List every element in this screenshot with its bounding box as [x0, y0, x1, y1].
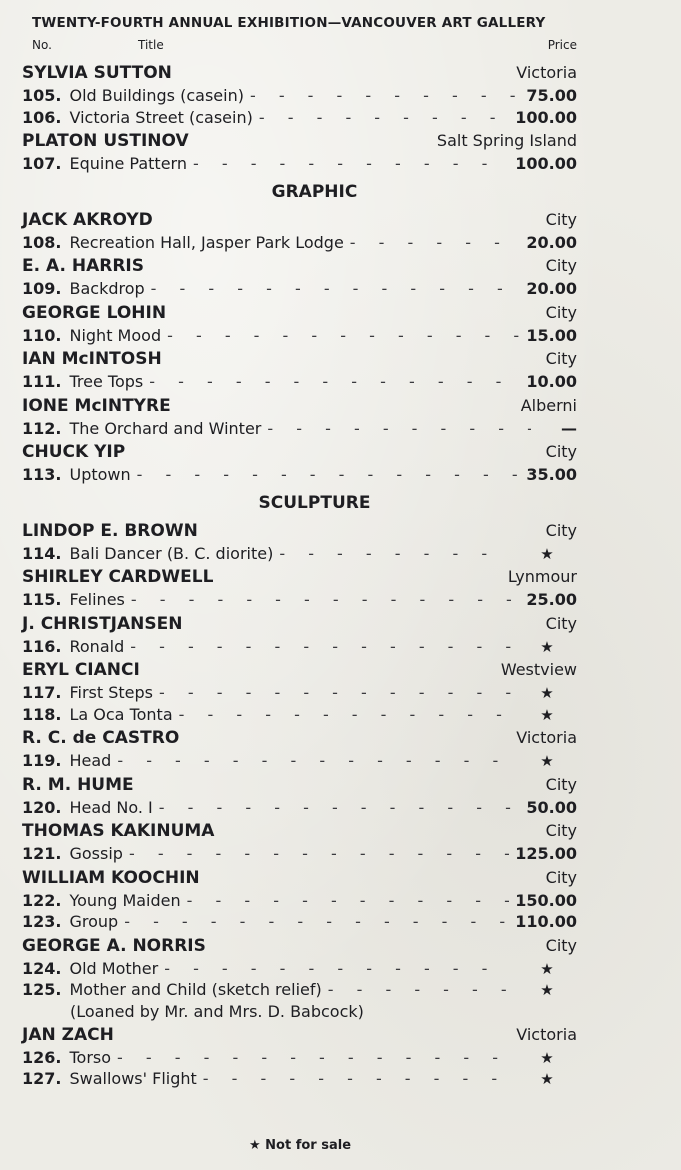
artist-row	[22, 1022, 577, 1047]
artist-name: LINDOP E. BROWN	[22, 520, 198, 541]
artist-row	[22, 346, 577, 371]
work-price: 50.00	[526, 797, 577, 817]
artist-location: Westview	[500, 660, 577, 679]
work-row	[22, 890, 577, 912]
not-for-sale-star-icon: ★	[540, 637, 554, 656]
artist-row	[22, 518, 577, 543]
work-number: 125.	[22, 980, 62, 999]
artist-location: City	[545, 302, 577, 322]
work-row	[22, 589, 577, 611]
dot-leader	[259, 107, 509, 129]
artist-name: WILLIAM KOOCHIN	[22, 867, 200, 888]
work-title: Bali Dancer (B. C. diorite)	[69, 543, 274, 563]
work-number: 116.	[22, 636, 62, 656]
work-number: 120.	[22, 797, 62, 817]
artist-name: ERYL CIANCI	[22, 660, 140, 680]
work-price: 100.00	[515, 107, 577, 127]
artist-location: Victoria	[516, 1024, 577, 1044]
artist-name: SHIRLEY CARDWELL	[22, 567, 214, 587]
work-number: 124.	[22, 958, 62, 978]
artist-entry	[22, 1022, 577, 1090]
artist-location: City	[545, 520, 577, 540]
artist-entry	[22, 611, 577, 658]
dot-leader	[279, 543, 511, 565]
work-row	[22, 464, 577, 486]
artist-entry	[22, 393, 577, 440]
work-price: 25.00	[526, 590, 577, 609]
dot-leader	[130, 636, 511, 658]
work-title: Ronald	[69, 636, 125, 656]
artist-entry	[22, 865, 577, 933]
not-for-sale-star-icon: ★	[540, 544, 554, 563]
dot-leader	[179, 704, 511, 726]
work-number: 118.	[22, 704, 62, 724]
dot-leader	[124, 911, 509, 933]
work-row	[22, 979, 577, 1001]
dot-leader	[350, 232, 521, 254]
catalogue-listing	[22, 60, 577, 1090]
dot-leader	[187, 890, 510, 912]
artist-entry	[22, 818, 577, 865]
artist-row	[22, 772, 577, 797]
dot-leader	[117, 750, 511, 772]
not-for-sale-star-icon: ★	[540, 1048, 554, 1067]
artist-row	[22, 818, 577, 843]
artist-location: Salt Spring Island	[436, 131, 577, 150]
artist-entry	[22, 207, 577, 254]
work-number: 119.	[22, 751, 62, 770]
work-number: 117.	[22, 683, 62, 702]
artist-location: City	[545, 209, 577, 229]
artist-entry	[22, 564, 577, 611]
artist-location: City	[545, 821, 577, 840]
work-number: 127.	[22, 1069, 62, 1088]
footnote: ★ Not for sale	[248, 1138, 352, 1153]
dot-leader	[167, 325, 520, 347]
artist-location: City	[545, 442, 577, 461]
artist-row	[22, 300, 577, 325]
artist-location: Alberni	[520, 395, 577, 415]
artist-row	[22, 253, 577, 278]
artist-name: CHUCK YIP	[22, 442, 126, 462]
work-row	[22, 958, 577, 980]
work-number: 110.	[22, 325, 62, 345]
column-title: Title	[138, 38, 164, 52]
dot-leader	[117, 1047, 511, 1069]
not-for-sale-star-icon: ★	[540, 705, 554, 724]
work-row	[22, 418, 577, 440]
artist-location: Lynmour	[507, 567, 577, 586]
artist-location: City	[545, 349, 577, 368]
artist-entry	[22, 60, 577, 128]
work-title: The Orchard and Winter	[69, 418, 262, 438]
section-heading: SCULPTURE	[258, 492, 371, 513]
artist-name: JACK AKROYD	[22, 209, 153, 230]
dot-leader	[159, 682, 511, 704]
artist-entry	[22, 725, 577, 772]
artist-name: THOMAS KAKINUMA	[22, 821, 215, 841]
artist-name: JAN ZACH	[22, 1024, 114, 1045]
artist-entry	[22, 772, 577, 819]
artist-row	[22, 725, 577, 750]
work-title: Torso	[69, 1047, 112, 1067]
artist-name: J. CHRISTJANSEN	[22, 613, 183, 634]
work-number: 111.	[22, 372, 62, 391]
not-for-sale-star-icon: ★	[540, 752, 554, 770]
work-row	[22, 843, 577, 865]
artist-entry	[22, 128, 577, 175]
work-row	[22, 750, 577, 772]
work-title: Head No. I	[69, 797, 153, 817]
work-row	[22, 911, 577, 933]
work-title: Young Maiden	[69, 890, 181, 910]
not-for-sale-star-icon: ★	[540, 981, 554, 999]
artist-row	[22, 393, 577, 418]
work-title: Mother and Child (sketch relief)	[69, 980, 322, 999]
artist-row	[22, 657, 577, 682]
work-number: 105.	[22, 86, 62, 105]
work-price: 100.00	[515, 154, 577, 173]
work-row	[22, 107, 577, 129]
artist-entry	[22, 933, 577, 1022]
work-number: 126.	[22, 1047, 62, 1067]
work-number: 109.	[22, 279, 62, 298]
work-title: Equine Pattern	[69, 154, 187, 173]
dot-leader	[149, 371, 520, 393]
work-note: (Loaned by Mr. and Mrs. D. Babcock)	[70, 1001, 364, 1021]
artist-location: City	[545, 256, 577, 275]
work-row	[22, 797, 577, 819]
not-for-sale-star-icon: ★	[540, 959, 554, 978]
artist-location: Victoria	[516, 728, 577, 747]
column-headers	[22, 38, 577, 60]
artist-location: City	[545, 867, 577, 887]
work-row	[22, 636, 577, 658]
work-title: Recreation Hall, Jasper Park Lodge	[69, 232, 344, 252]
artist-name: IAN McINTOSH	[22, 349, 162, 369]
work-title: Backdrop	[69, 279, 145, 298]
work-price: 125.00	[515, 844, 577, 863]
work-number: 107.	[22, 154, 62, 173]
artist-row	[22, 933, 577, 958]
artist-location: City	[545, 613, 577, 633]
artist-name: R. M. HUME	[22, 774, 134, 795]
artist-location: Victoria	[516, 63, 577, 82]
work-row	[22, 153, 577, 175]
work-row	[22, 325, 577, 347]
artist-name: PLATON USTINOV	[22, 131, 189, 151]
work-title: Old Buildings (casein)	[69, 86, 244, 105]
dot-leader	[193, 153, 509, 175]
work-number: 106.	[22, 107, 62, 127]
work-title: First Steps	[69, 683, 154, 702]
work-price: 75.00	[526, 86, 577, 105]
work-price: 20.00	[526, 232, 577, 252]
work-price: 150.00	[515, 890, 577, 910]
artist-row	[22, 439, 577, 464]
work-title: Tree Tops	[69, 372, 144, 391]
dot-leader	[164, 958, 511, 980]
artist-name: R. C. de CASTRO	[22, 728, 180, 748]
work-price: 10.00	[526, 372, 577, 391]
work-title: Group	[69, 912, 119, 931]
work-number: 114.	[22, 543, 62, 563]
work-row	[22, 543, 577, 565]
work-title: Felines	[69, 590, 125, 609]
work-price: —	[561, 418, 577, 438]
work-number: 112.	[22, 418, 62, 438]
artist-entry	[22, 346, 577, 393]
work-row	[22, 1047, 577, 1069]
work-title: Victoria Street (casein)	[69, 107, 253, 127]
dot-leader	[203, 1068, 511, 1090]
work-title: Head	[69, 751, 112, 770]
not-for-sale-star-icon: ★	[540, 1070, 554, 1088]
column-no: No.	[32, 38, 52, 52]
artist-location: City	[545, 774, 577, 794]
work-number: 122.	[22, 890, 62, 910]
work-number: 121.	[22, 844, 62, 863]
artist-name: E. A. HARRIS	[22, 256, 144, 276]
work-title: Gossip	[69, 844, 123, 863]
dot-leader	[159, 797, 521, 819]
not-for-sale-star-icon: ★	[540, 684, 554, 702]
artist-entry	[22, 518, 577, 565]
section-heading: GRAPHIC	[271, 181, 358, 202]
artist-entry	[22, 657, 577, 725]
work-price: 35.00	[526, 465, 577, 484]
dot-leader	[137, 464, 521, 486]
dot-leader	[151, 278, 521, 300]
work-price: 20.00	[526, 279, 577, 298]
work-row	[22, 1068, 577, 1090]
column-price: Price	[547, 38, 577, 52]
work-row	[22, 232, 577, 254]
work-title: Night Mood	[69, 325, 162, 345]
artist-location: City	[545, 935, 577, 955]
work-title: La Oca Tonta	[69, 704, 173, 724]
artist-row	[22, 564, 577, 589]
work-row	[22, 85, 577, 107]
work-number: 113.	[22, 465, 62, 484]
work-row	[22, 704, 577, 726]
artist-row	[22, 207, 577, 232]
dot-leader	[131, 589, 521, 611]
artist-name: GEORGE LOHIN	[22, 302, 167, 323]
artist-row	[22, 60, 577, 85]
artist-name: GEORGE A. NORRIS	[22, 935, 206, 956]
artist-entry	[22, 300, 577, 347]
work-title: Uptown	[69, 465, 131, 484]
work-price: 110.00	[515, 912, 577, 931]
work-price: 15.00	[526, 325, 577, 345]
work-title: Old Mother	[69, 958, 159, 978]
artist-name: IONE McINTYRE	[22, 395, 171, 416]
artist-entry	[22, 439, 577, 486]
artist-row	[22, 128, 577, 153]
work-title: Swallows' Flight	[69, 1069, 197, 1088]
artist-entry	[22, 253, 577, 300]
artist-name: SYLVIA SUTTON	[22, 63, 172, 83]
work-number: 108.	[22, 232, 62, 252]
dot-leader	[328, 979, 511, 1001]
artist-row	[22, 865, 577, 890]
dot-leader	[250, 85, 520, 107]
artist-row	[22, 611, 577, 636]
page-header: TWENTY-FOURTH ANNUAL EXHIBITION—VANCOUVER ART GALLERY	[32, 15, 546, 31]
work-row	[22, 278, 577, 300]
work-number: 123.	[22, 912, 62, 931]
work-row	[22, 682, 577, 704]
dot-leader	[129, 843, 509, 865]
work-row	[22, 371, 577, 393]
work-number: 115.	[22, 590, 62, 609]
dot-leader	[267, 418, 531, 440]
